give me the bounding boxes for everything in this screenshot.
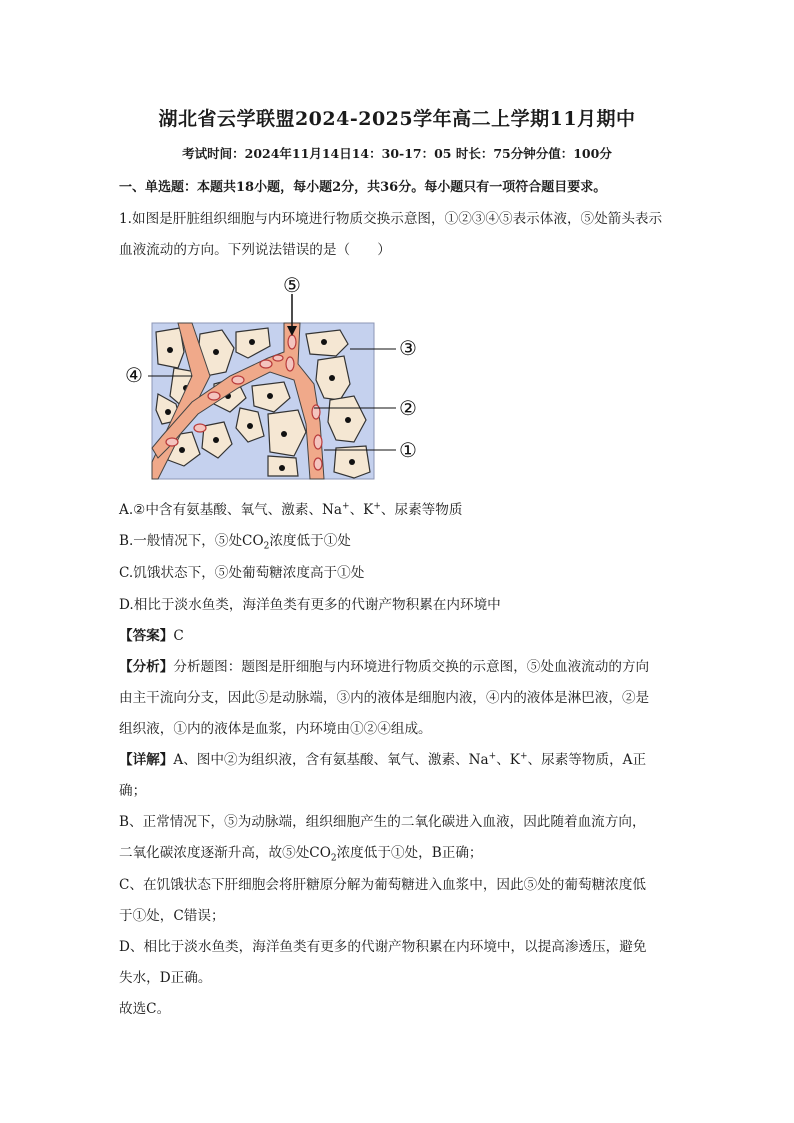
- detail-a-line2: 确；: [119, 783, 147, 799]
- detail-a-line1: 【详解】A、图中②为组织液，含有氨基酸、氧气、激素、Na+、K+、尿素等物质，A正: [119, 751, 647, 768]
- question-stem-line1: 1.如图是肝脏组织细胞与内环境进行物质交换示意图，①②③④⑤表示体液，⑤处箭头表示: [119, 211, 663, 227]
- exam-meta: 考试时间：2024年11月14日14：30-17：05 时长：75分钟分值：100分: [182, 146, 612, 161]
- option-d: D.相比于淡水鱼类，海洋鱼类有更多的代谢产物积累在内环境中: [119, 597, 501, 613]
- label-5: ⑤: [283, 273, 301, 297]
- red-blood-cell: [312, 405, 320, 419]
- label-1: ①: [399, 438, 417, 462]
- red-blood-cell: [260, 360, 272, 368]
- label-4: ④: [125, 363, 143, 387]
- option-b: B.一般情况下，⑤处$CO_2$浓度低于①处: [119, 533, 351, 552]
- option-a: A.②中含有氨基酸、氧气、激素、Na+、K+、尿素等物质: [119, 501, 463, 518]
- red-blood-cell: [232, 376, 244, 384]
- detail-c-line1: C、在饥饿状态下肝细胞会将肝糖原分解为葡萄糖进入血浆中，因此⑤处的葡萄糖浓度低: [119, 877, 646, 893]
- option-c: C.饥饿状态下，⑤处葡萄糖浓度高于①处: [119, 565, 365, 581]
- tissue-diagram: [118, 272, 428, 494]
- red-blood-cell: [194, 424, 206, 432]
- answer: 【答案】C: [119, 628, 184, 644]
- detail-b-line2: 二氧化碳浓度逐渐升高，故⑤处$CO_2$浓度低于①处，B正确；: [119, 845, 483, 864]
- detail-d-line1: D、相比于淡水鱼类，海洋鱼类有更多的代谢产物积累在内环境中，以提高渗透压，避免: [119, 939, 647, 955]
- red-blood-cell: [273, 355, 283, 361]
- label-3: ③: [399, 336, 417, 360]
- tissue-diagram-svg: [118, 272, 428, 494]
- red-blood-cell: [166, 438, 178, 446]
- analysis-line2: 由主干流向分支，因此⑤是动脉端，③内的液体是细胞内液，④内的液体是淋巴液，②是: [119, 690, 650, 706]
- page-title: 湖北省云学联盟2024-2025学年高二上学期11月期中: [158, 108, 636, 130]
- section-heading: 一、单选题：本题共18小题，每小题2分，共36分。每小题只有一项符合题目要求。: [119, 180, 607, 195]
- question-stem-line2: 血液流动的方向。下列说法错误的是（ ）: [119, 242, 391, 258]
- red-blood-cell: [314, 458, 322, 470]
- red-blood-cell: [314, 435, 322, 449]
- detail-b-line1: B、正常情况下，⑤为动脉端，组织细胞产生的二氧化碳进入血液，因此随着血流方向，: [119, 814, 646, 830]
- conclusion: 故选C。: [119, 1001, 171, 1017]
- analysis-line3: 组织液，①内的液体是血浆，内环境由①②④组成。: [119, 721, 432, 737]
- analysis-line1: 【分析】分析题图：题图是肝细胞与内环境进行物质交换的示意图，⑤处血液流动的方向: [119, 659, 650, 675]
- detail-d-line2: 失水，D正确。: [119, 970, 212, 986]
- detail-c-line2: 于①处，C错误；: [119, 908, 225, 924]
- label-2: ②: [399, 396, 417, 420]
- red-blood-cell: [288, 335, 296, 349]
- red-blood-cell: [286, 357, 294, 371]
- red-blood-cell: [208, 392, 220, 400]
